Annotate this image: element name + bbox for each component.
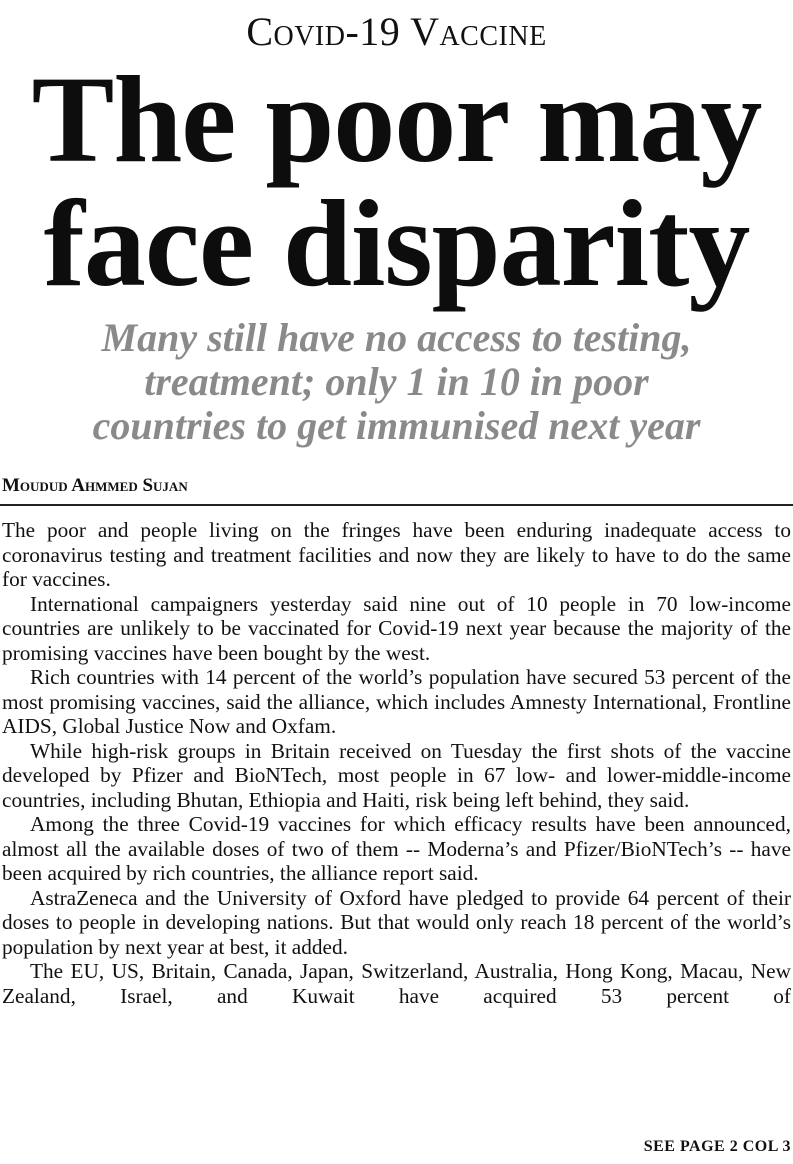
paragraph: The EU, US, Britain, Canada, Japan, Switzerland, Australia, Hong Kong, Macau, New Zealand, Israel, and Kuwait have acquired 53 percent of [2, 959, 791, 1008]
continued-jump-line: SEE PAGE 2 COL 3 [643, 1138, 791, 1155]
headline-line-1: The poor may [31, 51, 762, 188]
headline-line-2: face disparity [43, 175, 750, 312]
article-body [2, 518, 791, 1008]
paragraph: The poor and people living on the fringes have been enduring inadequate access to coronavirus testing and treatment facilities and now they are likely to have to do the same for vaccines. [2, 518, 791, 591]
subheadline-line-2: treatment; only 1 in 10 in poor [144, 359, 649, 404]
section-kicker: Covid-19 Vaccine [246, 9, 547, 54]
paragraph: Rich countries with 14 percent of the world’s population have secured 53 percent of the most promising vaccines, said the alliance, which includes Amnesty International, Frontline AIDS, Global Justice Now and Oxfam. [2, 665, 791, 738]
subheadline-line-3: countries to get immunised next year [92, 403, 701, 448]
paragraph: AstraZeneca and the University of Oxford have pledged to provide 64 percent of their doses to people in developing nations. But that would only reach 18 percent of the world’s population by next year at best, it added. [2, 885, 791, 959]
headline [0, 51, 793, 312]
byline: Moudud Ahmmed Sujan [2, 475, 188, 496]
paragraph: Among the three Covid-19 vaccines for which efficacy results have been announced, almost all the available doses of two of them -- Moderna’s and Pfizer/BioNTech’s -- have been acquired by rich countries, the alliance report said. [2, 812, 791, 885]
paragraph: While high-risk groups in Britain received on Tuesday the first shots of the vaccine developed by Pfizer and BioNTech, most people in 67 low- and lower-middle-income countries, including Bhutan, Ethiopia and Haiti, risk being left behind, they said. [2, 738, 791, 812]
paragraph: International campaigners yesterday said nine out of 10 people in 70 low-income countries are unlikely to be vaccinated for Covid-19 next year because the majority of the promising vaccines have been bought by the west. [2, 591, 791, 665]
byline-divider [0, 504, 793, 506]
subheadline-line-1: Many still have no access to testing, [101, 315, 692, 360]
subheadline [0, 316, 793, 448]
